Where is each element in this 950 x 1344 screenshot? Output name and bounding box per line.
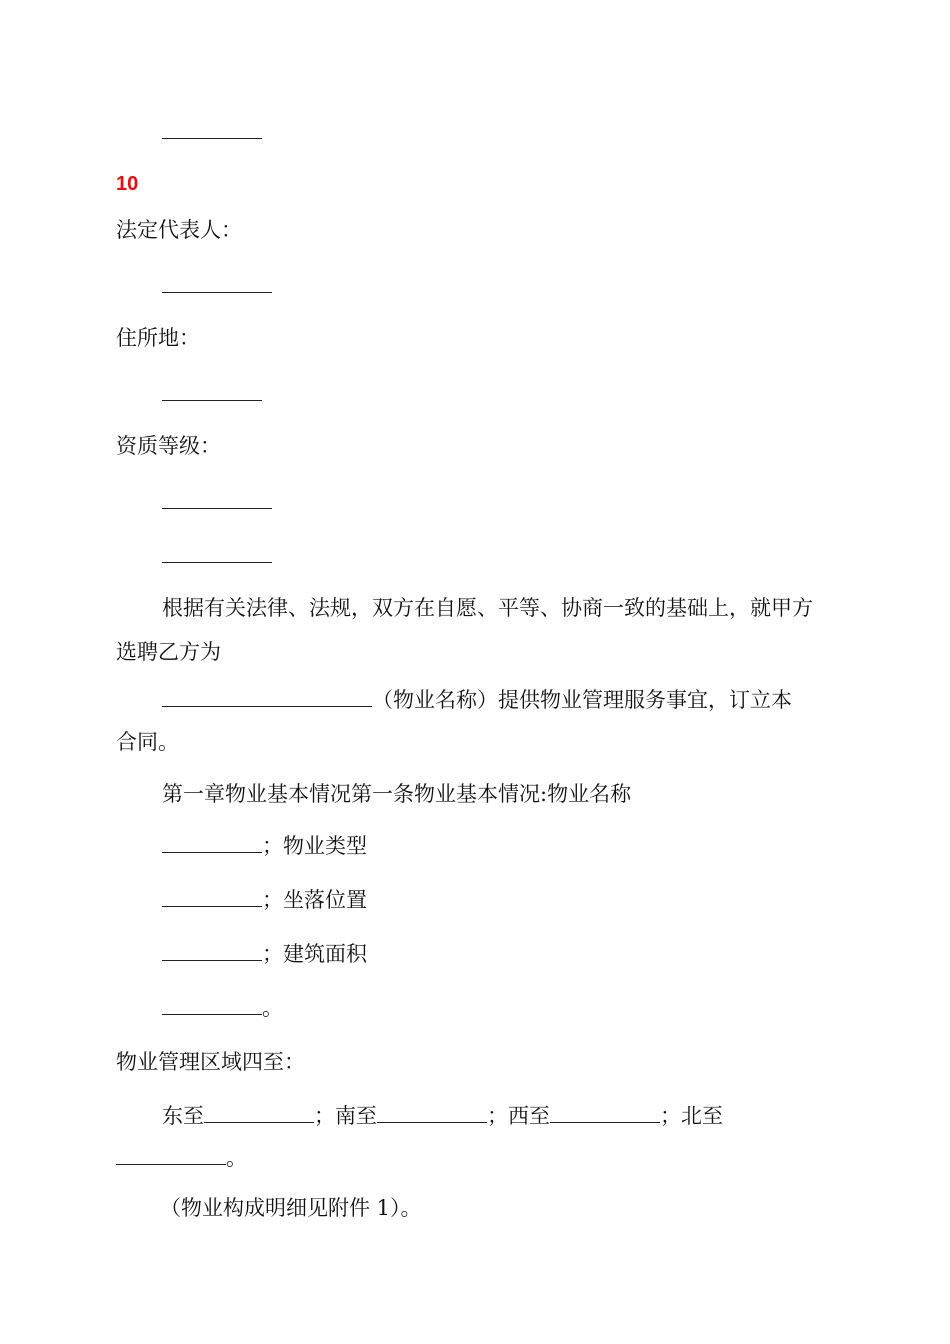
location-blank[interactable] <box>162 944 262 961</box>
intro-paragraph <box>116 586 816 674</box>
north-blank[interactable] <box>116 1148 226 1165</box>
property-name-blank[interactable] <box>162 690 372 707</box>
legal-rep-blank[interactable] <box>162 274 272 298</box>
west-blank[interactable] <box>550 1106 660 1123</box>
intro-line-2 <box>162 688 792 712</box>
chapter1-heading: 第一章物业基本情况第一条物业基本情况:物业名称 <box>162 782 632 806</box>
legal-rep-label: 法定代表人： <box>116 218 242 242</box>
name-blank[interactable] <box>162 836 262 853</box>
intro-text-3: 合同。 <box>116 730 179 754</box>
north-label: ；北至 <box>660 1104 723 1128</box>
intro-text-2: （物业名称）提供物业管理服务事宜，订立本 <box>372 688 792 712</box>
intro-text-1: 根据有关法律、法规，双方在自愿、平等、协商一致的基础上，就甲方选聘乙方为 <box>116 596 813 664</box>
qualification-blank-2[interactable] <box>162 544 272 568</box>
address-blank[interactable] <box>162 382 262 406</box>
type-line <box>162 834 367 858</box>
area-text: ；建筑面积 <box>262 942 367 966</box>
east-label: 东至 <box>162 1104 204 1128</box>
blank-line-top[interactable] <box>162 120 262 144</box>
end-period: 。 <box>226 1146 247 1170</box>
area-blank[interactable] <box>162 998 262 1015</box>
appendix-note: （物业构成明细见附件 1）。 <box>160 1196 422 1220</box>
location-text: ；坐落位置 <box>262 888 367 912</box>
type-blank[interactable] <box>162 890 262 907</box>
management-area-label: 物业管理区域四至： <box>116 1050 305 1074</box>
page-number: 10 <box>116 173 139 195</box>
qualification-label: 资质等级： <box>116 434 221 458</box>
south-blank[interactable] <box>377 1106 487 1123</box>
type-text: ；物业类型 <box>262 834 367 858</box>
south-label: ；南至 <box>314 1104 377 1128</box>
west-label: ；西至 <box>487 1104 550 1128</box>
period-text: 。 <box>262 996 283 1020</box>
area-line <box>162 942 367 966</box>
location-line <box>162 888 367 912</box>
north-value-line <box>116 1146 247 1170</box>
area-value-line <box>162 996 283 1020</box>
boundaries-line <box>162 1104 723 1128</box>
address-label: 住所地： <box>116 326 200 350</box>
east-blank[interactable] <box>204 1106 314 1123</box>
qualification-blank-1[interactable] <box>162 490 272 514</box>
